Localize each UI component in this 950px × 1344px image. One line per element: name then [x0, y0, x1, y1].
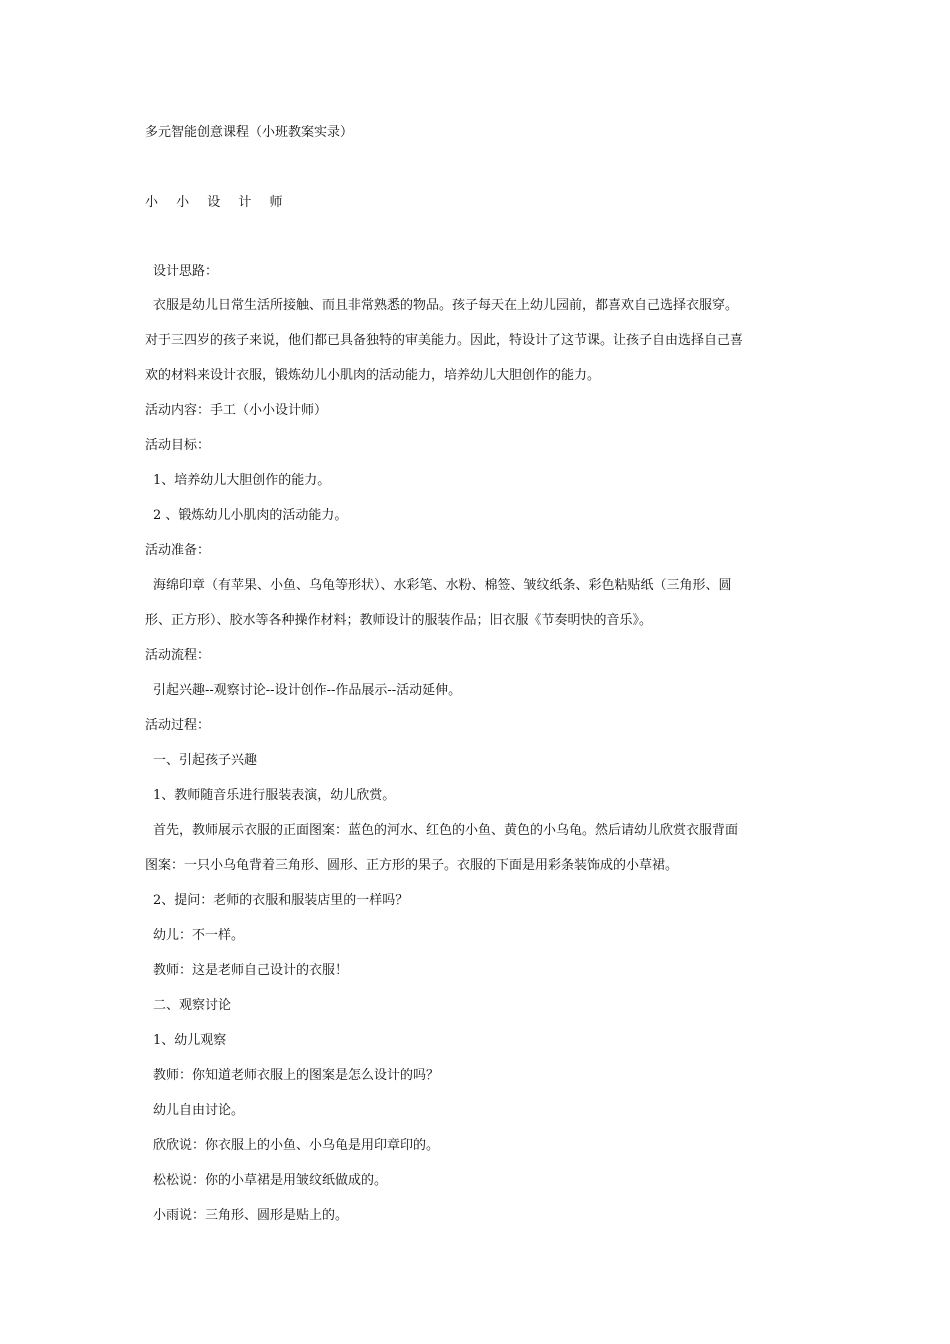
section-heading: 活动准备：: [145, 543, 211, 558]
paragraph-line: 引起兴趣--观察讨论--设计创作--作品展示--活动延伸。: [153, 683, 462, 698]
dialogue-line: 教师：这是老师自己设计的衣服！: [153, 963, 349, 978]
dialogue-line: 幼儿自由讨论。: [153, 1103, 245, 1118]
subsection-heading: 二、观察讨论: [153, 998, 232, 1013]
list-item: 1、培养幼儿大胆创作的能力。: [153, 473, 331, 488]
lesson-title: 小 小 设 计 师: [145, 195, 290, 210]
list-item: 1、教师随音乐进行服装表演，幼儿欣赏。: [153, 788, 396, 803]
paragraph-line: 形、正方形）、胶水等各种操作材料；教师设计的服装作品；旧衣服《节奏明快的音乐》。: [145, 613, 653, 628]
paragraph-line: 对于三四岁的孩子来说，他们都已具备独特的审美能力。因此，特设计了这节课。让孩子自由选择自己喜: [145, 333, 744, 348]
dialogue-line: 教师：你知道老师衣服上的图案是怎么设计的吗？: [153, 1068, 440, 1083]
section-heading: 设计思路：: [153, 264, 219, 279]
dialogue-line: 松松说：你的小草裙是用皱纹纸做成的。: [153, 1173, 388, 1188]
dialogue-line: 小雨说：三角形、圆形是贴上的。: [153, 1208, 349, 1223]
section-heading: 活动目标：: [145, 438, 211, 453]
paragraph-line: 图案：一只小乌龟背着三角形、圆形、正方形的果子。衣服的下面是用彩条装饰成的小草裙。: [145, 858, 679, 873]
paragraph-line: 首先，教师展示衣服的正面图案：蓝色的河水、红色的小鱼、黄色的小乌龟。然后请幼儿欣赏衣服背面: [153, 823, 739, 838]
section-heading: 活动内容：手工（小小设计师）: [145, 403, 328, 418]
section-heading: 活动过程：: [145, 718, 211, 733]
list-item: 2、提问：老师的衣服和服装店里的一样吗？: [153, 893, 409, 908]
dialogue-line: 欣欣说：你衣服上的小鱼、小乌龟是用印章印的。: [153, 1138, 440, 1153]
dialogue-line: 幼儿：不一样。: [153, 928, 245, 943]
list-item: 2 、锻炼幼儿小肌肉的活动能力。: [153, 508, 348, 523]
paragraph-line: 海绵印章（有苹果、小鱼、乌龟等形状）、水彩笔、水粉、棉签、皱纹纸条、彩色粘贴纸（三角形、圆: [153, 578, 732, 593]
document-title: 多元智能创意课程（小班教案实录）: [145, 125, 354, 140]
paragraph-line: 衣服是幼儿日常生活所接触、而且非常熟悉的物品。孩子每天在上幼儿园前，都喜欢自己选择衣服穿。: [153, 298, 739, 313]
section-heading: 活动流程：: [145, 648, 211, 663]
subsection-heading: 一、引起孩子兴趣: [153, 753, 258, 768]
paragraph-line: 欢的材料来设计衣服，锻炼幼儿小肌肉的活动能力，培养幼儿大胆创作的能力。: [145, 368, 601, 383]
list-item: 1、幼儿观察: [153, 1033, 227, 1048]
